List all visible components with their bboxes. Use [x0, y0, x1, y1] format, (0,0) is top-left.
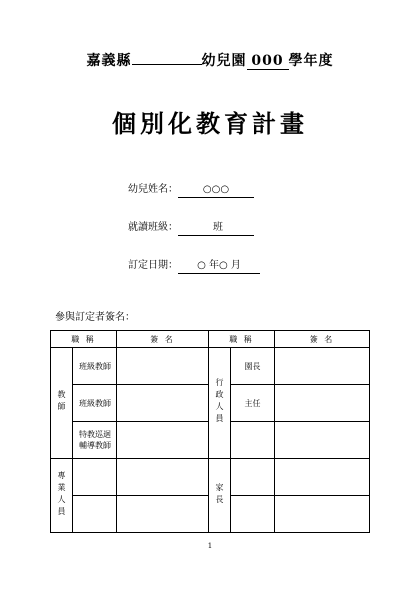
teacher-group-label: 教師 — [57, 390, 66, 414]
signature-box[interactable] — [275, 422, 370, 459]
county-blank — [132, 64, 202, 65]
parent-group-label: 家長 — [215, 482, 225, 507]
admin-group-label: 行政人員 — [215, 378, 225, 426]
signature-box[interactable] — [117, 496, 209, 533]
signature-box[interactable] — [117, 348, 209, 385]
header-sign-right: 簽 名 — [275, 331, 370, 348]
professional-role-2 — [73, 496, 117, 533]
admin-role-2: 主任 — [231, 385, 275, 422]
county-name: 嘉義縣 — [86, 53, 132, 69]
kindergarten-label: 幼兒園 — [201, 53, 247, 69]
professional-role-1 — [73, 459, 117, 496]
parent-role-2 — [231, 496, 275, 533]
kindergarten-code: 000 — [247, 53, 289, 70]
signature-table — [50, 330, 370, 533]
class-field — [128, 218, 254, 236]
class-value: 班 — [178, 221, 254, 236]
teacher-role-1: 班級教師 — [73, 348, 117, 385]
document-title: 個別化教育計畫 — [112, 109, 308, 138]
table-row — [51, 348, 370, 385]
date-value: ○ 年○ 月 — [178, 259, 260, 274]
signature-box[interactable] — [275, 459, 370, 496]
teacher-group-cell — [51, 348, 73, 459]
professional-group-label: 專業人員 — [57, 470, 66, 519]
signature-box[interactable] — [275, 496, 370, 533]
header-sign-left: 簽 名 — [117, 331, 209, 348]
professional-group-cell — [51, 459, 73, 533]
child-name-field — [128, 180, 254, 198]
date-field — [128, 256, 260, 274]
signature-box[interactable] — [275, 385, 370, 422]
signature-box[interactable] — [275, 348, 370, 385]
table-header-row — [51, 331, 370, 348]
header-title-right: 職 稱 — [209, 331, 275, 348]
class-label: 就讀班級： — [128, 222, 178, 233]
parent-group-cell — [209, 459, 231, 533]
school-year-label: 學年度 — [288, 53, 334, 69]
header-title-left: 職 稱 — [51, 331, 117, 348]
admin-role-empty — [231, 422, 275, 459]
page-number: 1 — [207, 542, 213, 550]
signature-box[interactable] — [117, 385, 209, 422]
teacher-role-2: 班級教師 — [73, 385, 117, 422]
date-label: 訂定日期： — [128, 260, 178, 271]
child-name-value: ○○○ — [178, 183, 254, 198]
child-name-label: 幼兒姓名： — [128, 184, 178, 195]
parent-role-1 — [231, 459, 275, 496]
signature-box[interactable] — [117, 422, 209, 459]
document-header — [0, 50, 420, 70]
teacher-role-3: 特教巡迴輔導教師 — [73, 422, 117, 459]
signature-section-label: 參與訂定者簽名： — [55, 312, 135, 323]
signature-box[interactable] — [117, 459, 209, 496]
admin-group-cell — [209, 348, 231, 459]
table-row — [51, 459, 370, 496]
admin-role-1: 園長 — [231, 348, 275, 385]
